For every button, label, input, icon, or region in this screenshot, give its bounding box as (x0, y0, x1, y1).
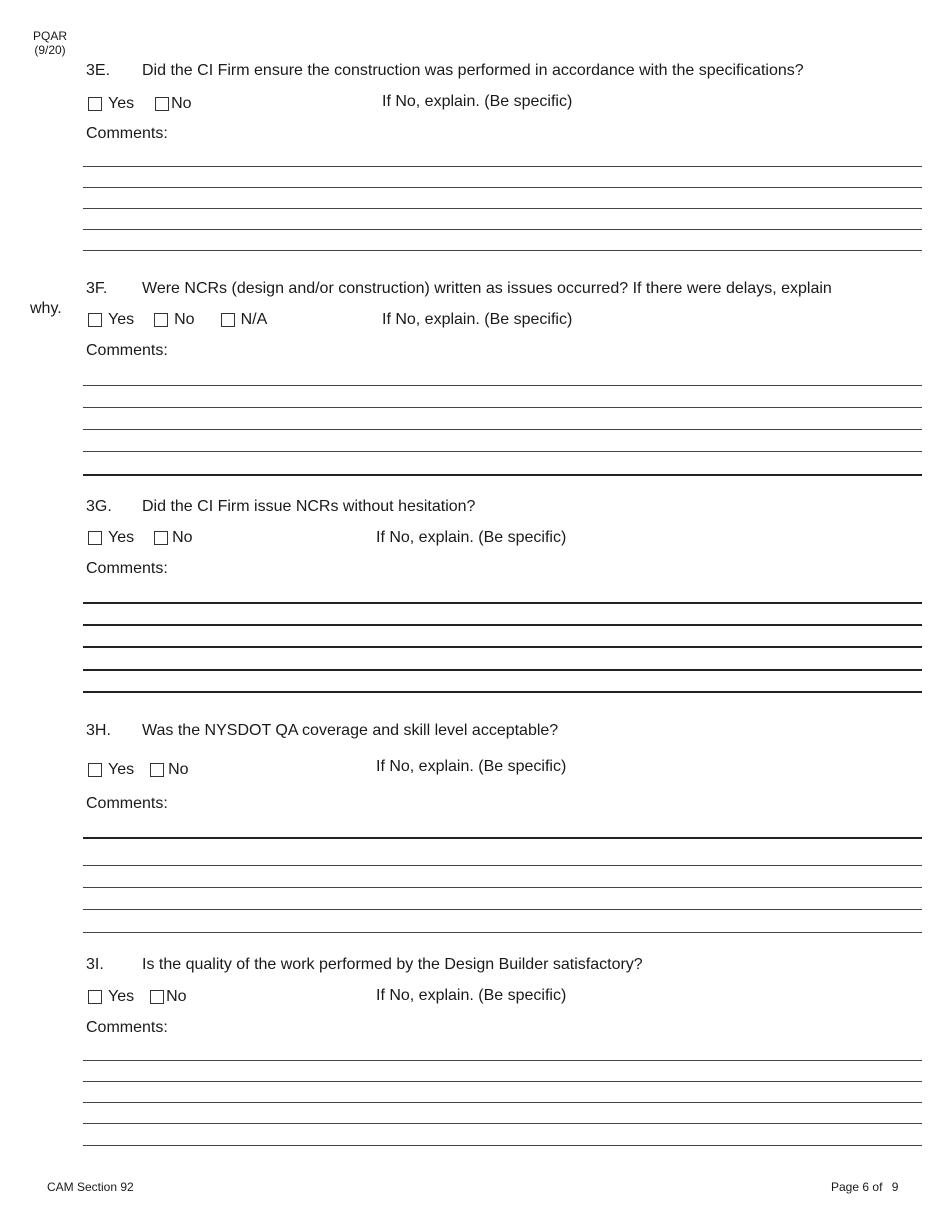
comments-label: Comments: (86, 1019, 168, 1036)
no-checkbox[interactable] (154, 313, 168, 327)
comment-line[interactable] (83, 1102, 922, 1103)
comment-line[interactable] (83, 474, 922, 476)
no-label: No (174, 311, 195, 328)
explain-instruction: If No, explain. (Be specific) (376, 529, 567, 546)
answer-options (88, 95, 192, 113)
comment-line[interactable] (83, 691, 922, 693)
no-checkbox[interactable] (150, 763, 164, 777)
comment-line[interactable] (83, 208, 922, 209)
yes-checkbox[interactable] (88, 531, 102, 545)
explain-instruction: If No, explain. (Be specific) (376, 758, 567, 775)
question-number: 3F. (86, 280, 108, 297)
yes-label: Yes (108, 988, 135, 1005)
answer-options (88, 529, 193, 547)
no-option[interactable] (150, 761, 188, 779)
no-label: No (166, 988, 187, 1005)
no-label: No (172, 529, 193, 546)
question-text: Was the NYSDOT QA coverage and skill level acceptable? (142, 722, 559, 739)
yes-checkbox[interactable] (88, 97, 102, 111)
comment-line[interactable] (83, 1060, 922, 1061)
question-number: 3I. (86, 956, 104, 973)
no-checkbox[interactable] (155, 97, 169, 111)
answer-options (88, 311, 267, 329)
comment-line[interactable] (83, 909, 922, 910)
page-label: Page (831, 1180, 860, 1194)
page-of: of (872, 1180, 883, 1194)
no-option[interactable] (154, 529, 192, 547)
no-checkbox[interactable] (150, 990, 164, 1004)
comment-line[interactable] (83, 887, 922, 888)
comment-line[interactable] (83, 669, 922, 671)
comments-label: Comments: (86, 125, 168, 142)
na-checkbox[interactable] (221, 313, 235, 327)
footer-section: CAM Section 92 (47, 1180, 134, 1194)
yes-option[interactable] (88, 311, 134, 329)
comment-line[interactable] (83, 451, 922, 452)
yes-option[interactable] (88, 529, 134, 547)
na-label: N/A (240, 311, 268, 328)
comment-line[interactable] (83, 229, 922, 230)
yes-label: Yes (108, 95, 135, 112)
yes-checkbox[interactable] (88, 990, 102, 1004)
no-checkbox[interactable] (154, 531, 168, 545)
comment-line[interactable] (83, 407, 922, 408)
yes-label: Yes (108, 529, 135, 546)
explain-instruction: If No, explain. (Be specific) (382, 93, 573, 110)
na-option[interactable] (221, 311, 268, 329)
question-text-continuation: why. (30, 300, 62, 317)
comment-line[interactable] (83, 602, 922, 604)
question-number: 3E. (86, 62, 111, 79)
no-option[interactable] (154, 311, 194, 329)
answer-options (88, 988, 187, 1006)
no-option[interactable] (155, 95, 191, 113)
form-code-title: PQAR (33, 29, 68, 43)
explain-instruction: If No, explain. (Be specific) (382, 311, 573, 328)
form-code-date: (9/20) (34, 43, 66, 57)
yes-checkbox[interactable] (88, 313, 102, 327)
comment-line[interactable] (83, 1123, 922, 1124)
comment-line[interactable] (83, 932, 922, 933)
question-text: Is the quality of the work performed by the Design Builder satisfactory? (142, 956, 643, 973)
comment-line[interactable] (83, 646, 922, 648)
explain-instruction: If No, explain. (Be specific) (376, 987, 567, 1004)
comment-line[interactable] (83, 250, 922, 251)
question-text: Did the CI Firm issue NCRs without hesitation? (142, 498, 476, 515)
comment-line[interactable] (83, 187, 922, 188)
yes-option[interactable] (88, 95, 134, 113)
comment-line[interactable] (83, 429, 922, 430)
question-number: 3G. (86, 498, 112, 515)
comments-label: Comments: (86, 342, 168, 359)
comment-line[interactable] (83, 385, 922, 386)
yes-label: Yes (108, 311, 135, 328)
question-text: Were NCRs (design and/or construction) written as issues occurred? If there were delays, explain (142, 280, 832, 297)
yes-label: Yes (108, 761, 135, 778)
form-code (33, 29, 67, 57)
comment-line[interactable] (83, 166, 922, 167)
comment-line[interactable] (83, 624, 922, 626)
no-option[interactable] (150, 988, 186, 1006)
yes-checkbox[interactable] (88, 763, 102, 777)
page-number (831, 1180, 898, 1194)
yes-option[interactable] (88, 988, 134, 1006)
comments-label: Comments: (86, 795, 168, 812)
comment-line[interactable] (83, 1081, 922, 1082)
question-text: Did the CI Firm ensure the construction was performed in accordance with the specifications? (142, 62, 804, 79)
no-label: No (171, 95, 192, 112)
no-label: No (168, 761, 189, 778)
yes-option[interactable] (88, 761, 134, 779)
page-current: 6 (862, 1180, 870, 1194)
comments-label: Comments: (86, 560, 168, 577)
page-total: 9 (891, 1180, 899, 1194)
comment-line[interactable] (83, 1145, 922, 1146)
question-number: 3H. (86, 722, 111, 739)
comment-line[interactable] (83, 865, 922, 866)
comment-line[interactable] (83, 837, 922, 839)
answer-options (88, 761, 189, 779)
